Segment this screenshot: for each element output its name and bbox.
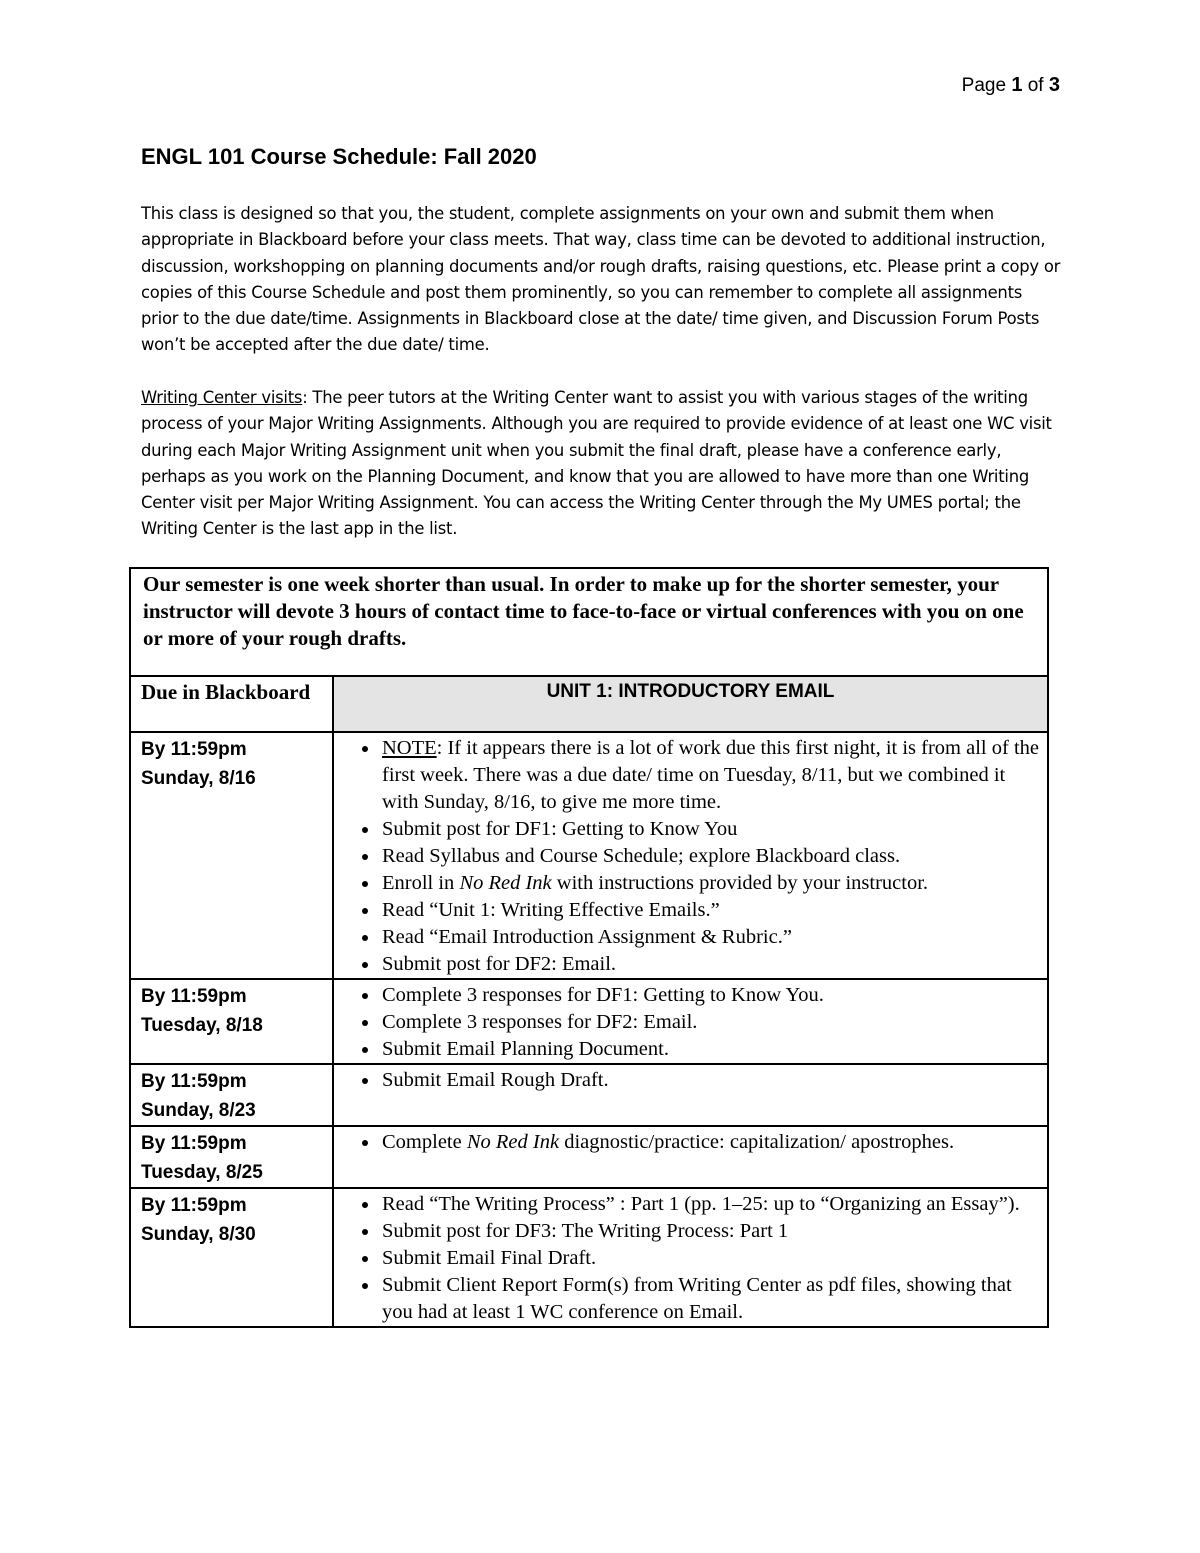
list-item: • Read “The Writing Process” : Part 1 (pp. 1–25: up to “Organizing an Essay”). <box>380 1191 1039 1218</box>
table-row <box>130 1126 1048 1188</box>
list-item: • Complete 3 responses for DF2: Email. <box>380 1009 1039 1036</box>
task-list <box>334 735 1039 978</box>
table-row <box>130 1064 1048 1126</box>
list-item: • Submit Email Final Draft. <box>380 1245 1039 1272</box>
header-unit-title: UNIT 1: INTRODUCTORY EMAIL <box>333 676 1048 732</box>
writing-center-text: The peer tutors at the Writing Center want to assist you with various stages of the writing process of your Major Writing Assignments. Although you are required to provide evidence of at least one WC visit during each Major Writing Assignment unit when you submit the final draft, please have a conference early, perhaps as you work on the Planning Document, and know that you are allowed to have more than one Writing Center visit per Major Writing Assignment. You can access the Writing Center through the My UMES portal; the Writing Center is the last app in the list. <box>141 388 1052 539</box>
no-red-ink-name: No Red Ink <box>466 1131 560 1153</box>
due-date: Sunday, 8/16 <box>141 768 256 789</box>
due-date: Sunday, 8/23 <box>141 1100 256 1121</box>
list-item: • Submit Email Planning Document. <box>380 1036 1039 1063</box>
table-header-row <box>130 676 1048 732</box>
task-list <box>334 1067 1039 1094</box>
task-list <box>334 1129 1039 1156</box>
tasks-cell <box>333 1126 1048 1188</box>
writing-center-paragraph <box>141 385 1061 543</box>
note-label: NOTE <box>382 737 437 759</box>
table-row <box>130 979 1048 1064</box>
tasks-cell <box>333 1188 1048 1327</box>
due-date-cell <box>130 1064 333 1126</box>
schedule-table <box>129 567 1049 1328</box>
table-row <box>130 732 1048 979</box>
due-date-cell <box>130 979 333 1064</box>
list-item <box>380 870 1039 897</box>
header-due-in-blackboard: Due in Blackboard <box>130 676 333 732</box>
due-date: Tuesday, 8/25 <box>141 1162 263 1183</box>
page-total: 3 <box>1048 74 1060 96</box>
semester-notice: Our semester is one week shorter than usual. In order to make up for the shorter semester, your instructor will devote 3 hours of contact time to face-to-face or virtual conferences with you on one or more of your rough drafts. <box>130 568 1048 676</box>
list-item <box>380 735 1039 816</box>
item-text-post: diagnostic/practice: capitalization/ apostrophes. <box>559 1131 955 1153</box>
list-item <box>380 1129 1039 1156</box>
list-item: • Read Syllabus and Course Schedule; explore Blackboard class. <box>380 843 1039 870</box>
due-time: By 11:59pm <box>141 1133 247 1154</box>
tasks-cell <box>333 979 1048 1064</box>
task-list <box>334 982 1039 1063</box>
list-item: • Complete 3 responses for DF1: Getting to Know You. <box>380 982 1039 1009</box>
due-date-cell <box>130 1126 333 1188</box>
no-red-ink-name: No Red Ink <box>459 872 552 894</box>
table-row <box>130 1188 1048 1327</box>
list-item: • Submit Client Report Form(s) from Writing Center as pdf files, showing that you had at least 1 WC conference on Email. <box>380 1272 1039 1326</box>
list-item: • Read “Email Introduction Assignment & Rubric.” <box>380 924 1039 951</box>
due-time: By 11:59pm <box>141 1071 247 1092</box>
page-of: of <box>1027 75 1044 96</box>
enroll-text-post: with instructions provided by your instructor. <box>551 872 929 894</box>
item-text-pre: Complete <box>382 1131 467 1153</box>
page-title: ENGL 101 Course Schedule: Fall 2020 <box>141 144 537 169</box>
due-time: By 11:59pm <box>141 739 247 760</box>
due-date-cell <box>130 732 333 979</box>
page-word: Page <box>961 75 1007 96</box>
writing-center-colon: : <box>302 388 308 407</box>
list-item: • Submit post for DF3: The Writing Process: Part 1 <box>380 1218 1039 1245</box>
task-list <box>334 1191 1039 1326</box>
due-date: Sunday, 8/30 <box>141 1224 256 1245</box>
due-date-cell <box>130 1188 333 1327</box>
intro-paragraph: This class is designed so that you, the student, complete assignments on your own and submit them when appropriate in Blackboard before your class meets. That way, class time can be devoted to additional instruction, discussion, workshopping on planning documents and/or rough drafts, raising questions, etc. Please print a copy or copies of this Course Schedule and post them prominently, so you can remember to complete all assignments prior to the due date/time. Assignments in Blackboard close at the date/ time given, and Discussion Forum Posts won’t be accepted after the due date/ time. <box>141 204 1061 355</box>
tasks-cell <box>333 1064 1048 1126</box>
due-date: Tuesday, 8/18 <box>141 1015 263 1036</box>
due-time: By 11:59pm <box>141 1195 247 1216</box>
list-item: • Submit Email Rough Draft. <box>380 1067 1039 1094</box>
page-current: 1 <box>1011 74 1023 96</box>
note-text: : If it appears there is a lot of work due this first night, it is from all of the first week. There was a due date/ time on Tuesday, 8/11, but we combined it with Sunday, 8/16, to give me more time. <box>382 737 1039 813</box>
notice-row <box>130 568 1048 676</box>
tasks-cell <box>333 732 1048 979</box>
list-item: • Submit post for DF2: Email. <box>380 951 1039 978</box>
list-item: • Submit post for DF1: Getting to Know You <box>380 816 1039 843</box>
enroll-text-pre: Enroll in <box>382 872 460 894</box>
due-time: By 11:59pm <box>141 986 247 1007</box>
page-number <box>962 74 1060 97</box>
writing-center-label: Writing Center visits <box>141 388 303 407</box>
list-item: • Read “Unit 1: Writing Effective Emails.” <box>380 897 1039 924</box>
